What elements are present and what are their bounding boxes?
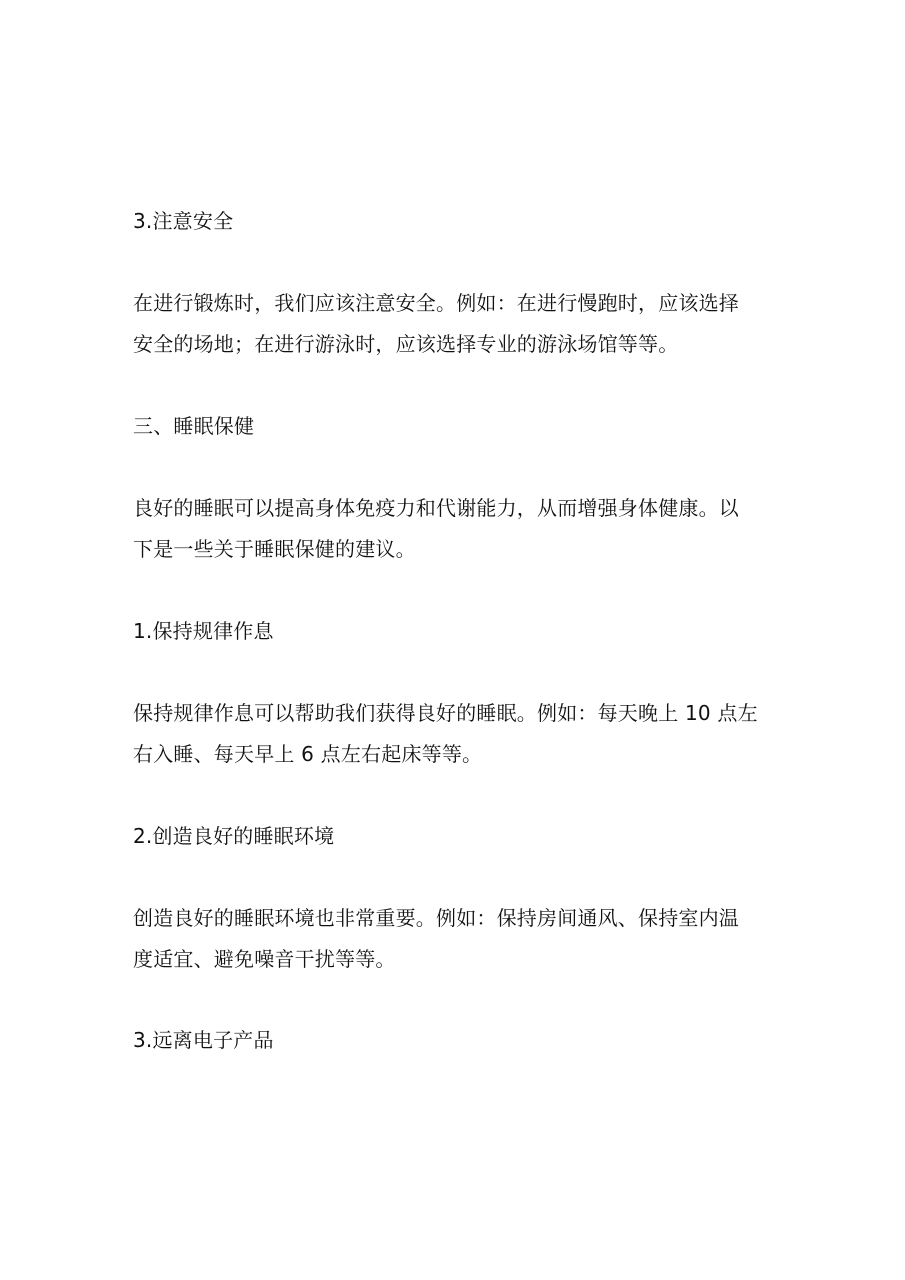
section-heading-sleep: 三、睡眠保健	[133, 414, 255, 438]
subheading-electronics: 3.远离电子产品	[133, 1028, 274, 1052]
paragraph-sleep-intro-line-2: 下是一些关于睡眠保健的建议。	[133, 537, 416, 561]
paragraph-schedule-line-2: 右入睡、每天早上 6 点左右起床等等。	[133, 742, 483, 766]
paragraph-environment-line-2: 度适宜、避免噪音干扰等等。	[133, 947, 396, 971]
paragraph-schedule-line-1: 保持规律作息可以帮助我们获得良好的睡眠。例如：每天晚上 10 点左	[133, 701, 758, 725]
paragraph-environment-line-1: 创造良好的睡眠环境也非常重要。例如：保持房间通风、保持室内温	[133, 906, 739, 930]
paragraph-safety-line-2: 安全的场地；在进行游泳时，应该选择专业的游泳场馆等等。	[133, 332, 679, 356]
subheading-regular-schedule: 1.保持规律作息	[133, 619, 274, 643]
paragraph-safety-line-1: 在进行锻炼时，我们应该注意安全。例如：在进行慢跑时，应该选择	[133, 291, 739, 315]
subheading-safety: 3.注意安全	[133, 209, 234, 233]
paragraph-sleep-intro-line-1: 良好的睡眠可以提高身体免疫力和代谢能力，从而增强身体健康。以	[133, 496, 739, 520]
subheading-sleep-environment: 2.创造良好的睡眠环境	[133, 824, 335, 848]
